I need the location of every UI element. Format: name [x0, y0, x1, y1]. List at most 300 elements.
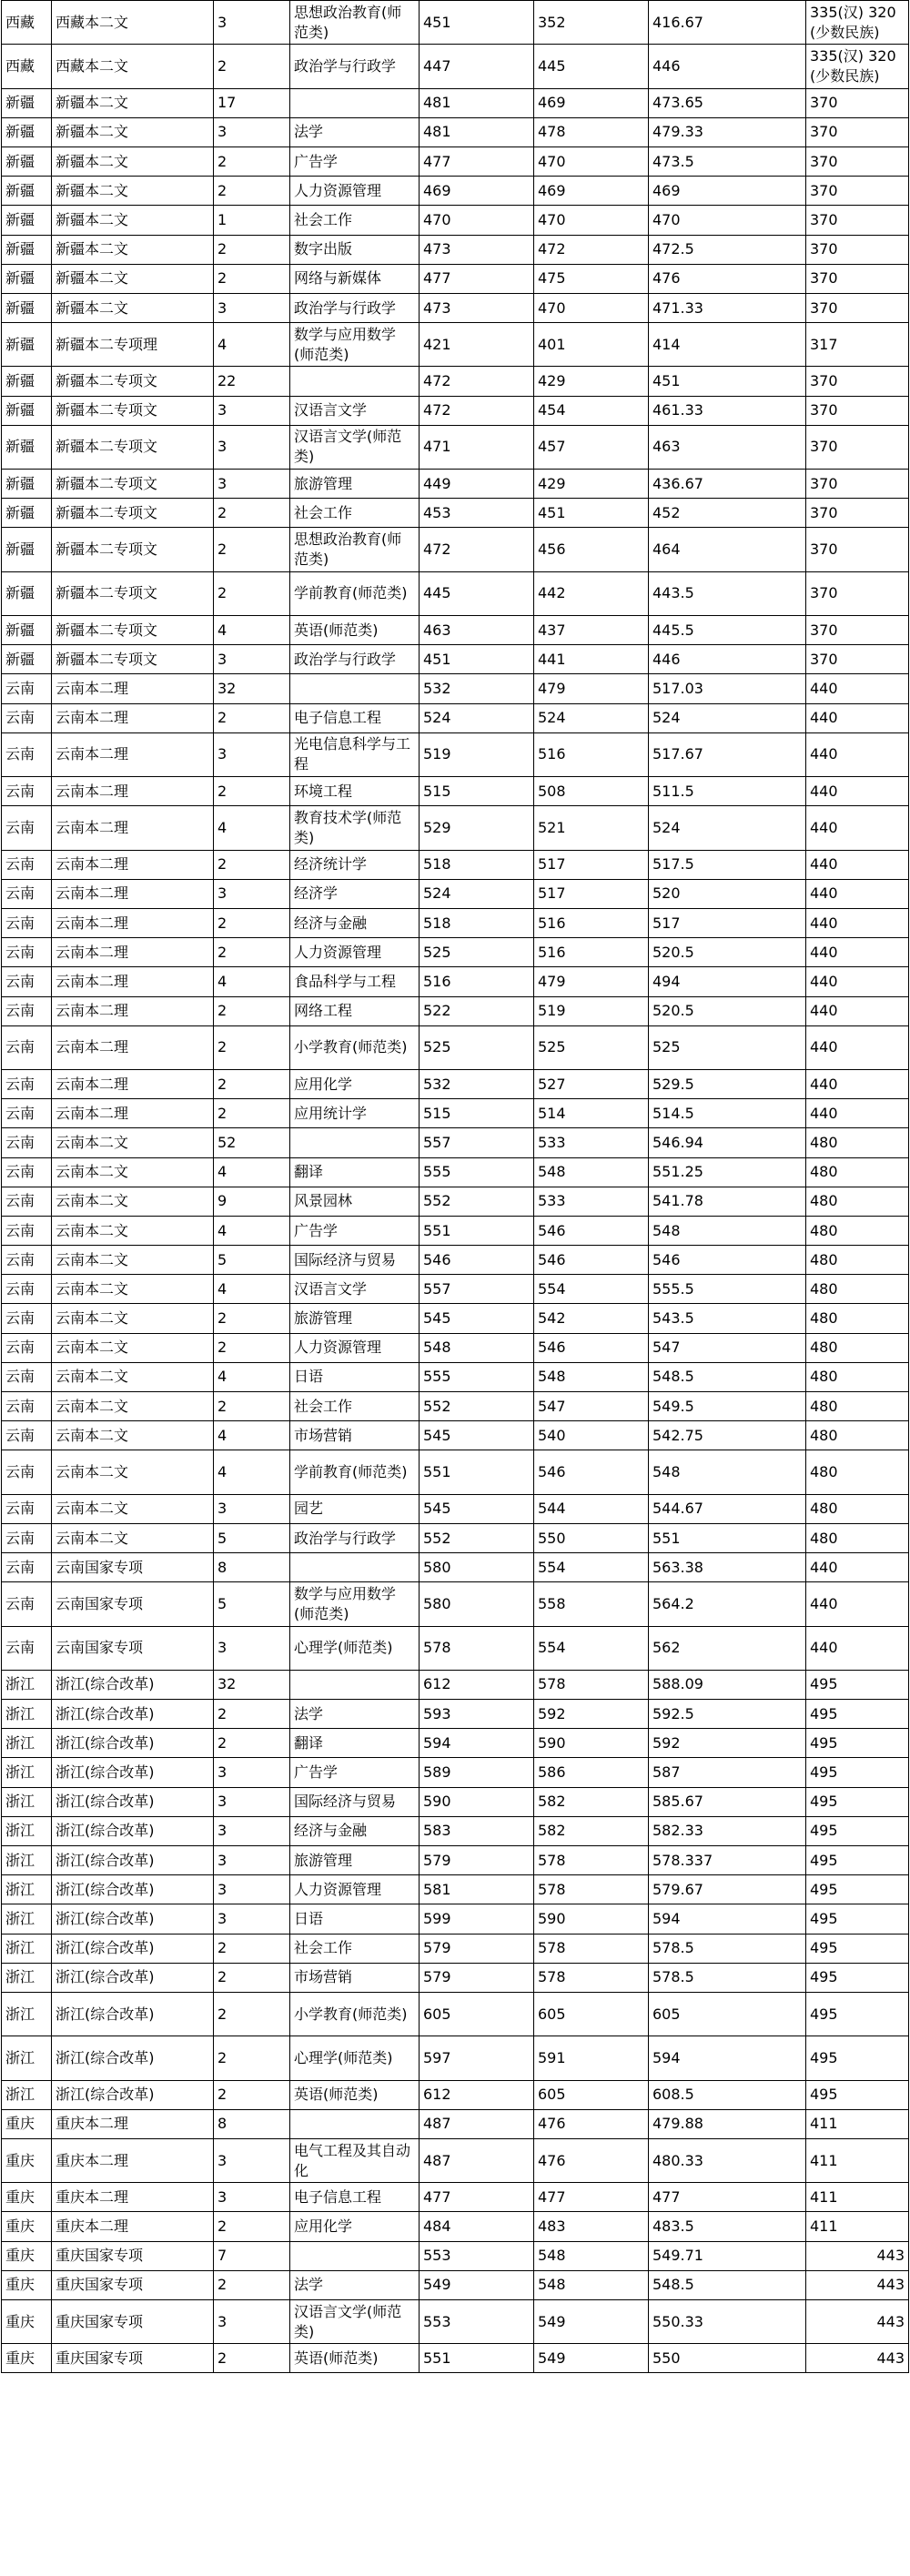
province-cell: 浙江	[2, 1816, 52, 1845]
province-cell: 云南	[2, 938, 52, 967]
min-score-cell: 429	[534, 367, 649, 396]
major-cell: 国际经济与贸易	[290, 1787, 420, 1816]
control-line-cell: 370	[806, 499, 909, 528]
batch-cell: 新疆本二专项文	[52, 528, 214, 571]
major-cell: 英语(师范类)	[290, 2080, 420, 2109]
major-cell: 社会工作	[290, 499, 420, 528]
major-cell: 数字出版	[290, 235, 420, 264]
batch-cell: 云南本二理	[52, 777, 214, 806]
province-cell: 云南	[2, 1025, 52, 1069]
avg-score-cell: 525	[649, 1025, 806, 1069]
major-cell: 光电信息科学与工程	[290, 732, 420, 776]
avg-score-cell: 546	[649, 1246, 806, 1275]
count-cell: 3	[214, 470, 290, 499]
avg-score-cell: 494	[649, 967, 806, 996]
control-line-cell: 443	[806, 2270, 909, 2299]
avg-score-cell: 445.5	[649, 616, 806, 645]
count-cell: 2	[214, 146, 290, 176]
control-line-cell: 440	[806, 806, 909, 850]
control-line-cell: 440	[806, 1069, 909, 1098]
min-score-cell: 457	[534, 425, 649, 469]
major-cell: 园艺	[290, 1494, 420, 1523]
batch-cell: 新疆本二专项文	[52, 645, 214, 674]
major-cell: 社会工作	[290, 206, 420, 235]
min-score-cell: 549	[534, 2344, 649, 2373]
batch-cell: 云南本二文	[52, 1187, 214, 1216]
min-score-cell: 470	[534, 293, 649, 322]
control-line-cell: 495	[806, 1700, 909, 1729]
province-cell: 新疆	[2, 206, 52, 235]
min-score-cell: 542	[534, 1304, 649, 1333]
avg-score-cell: 548	[649, 1450, 806, 1494]
control-line-cell: 495	[806, 1816, 909, 1845]
avg-score-cell: 446	[649, 645, 806, 674]
batch-cell: 云南本二理	[52, 732, 214, 776]
province-cell: 重庆	[2, 2344, 52, 2373]
province-cell: 云南	[2, 806, 52, 850]
max-score-cell: 605	[420, 1992, 534, 2036]
batch-cell: 重庆国家专项	[52, 2299, 214, 2343]
avg-score-cell: 548	[649, 1216, 806, 1245]
major-cell: 电子信息工程	[290, 703, 420, 732]
table-row	[2, 2080, 909, 2109]
count-cell: 4	[214, 1362, 290, 1391]
batch-cell: 重庆国家专项	[52, 2241, 214, 2270]
province-cell: 云南	[2, 1494, 52, 1523]
province-cell: 云南	[2, 1246, 52, 1275]
major-cell: 翻译	[290, 1729, 420, 1758]
table-row	[2, 1816, 909, 1845]
avg-score-cell: 524	[649, 703, 806, 732]
max-score-cell: 471	[420, 425, 534, 469]
min-score-cell: 524	[534, 703, 649, 732]
province-cell: 云南	[2, 1187, 52, 1216]
count-cell: 3	[214, 1787, 290, 1816]
province-cell: 新疆	[2, 396, 52, 425]
avg-score-cell: 592	[649, 1729, 806, 1758]
count-cell: 2	[214, 2212, 290, 2241]
batch-cell: 云南国家专项	[52, 1553, 214, 1582]
avg-score-cell: 479.88	[649, 2109, 806, 2138]
min-score-cell: 554	[534, 1275, 649, 1304]
table-row	[2, 571, 909, 615]
table-row	[2, 1099, 909, 1128]
province-cell: 浙江	[2, 1758, 52, 1787]
max-score-cell: 579	[420, 1934, 534, 1963]
control-line-cell: 495	[806, 1963, 909, 1992]
max-score-cell: 481	[420, 88, 534, 117]
min-score-cell: 401	[534, 323, 649, 367]
batch-cell: 新疆本二文	[52, 177, 214, 206]
control-line-cell: 495	[806, 1787, 909, 1816]
avg-score-cell: 578.337	[649, 1846, 806, 1875]
batch-cell: 新疆本二专项文	[52, 571, 214, 615]
count-cell: 8	[214, 2109, 290, 2138]
control-line-cell: 370	[806, 528, 909, 571]
batch-cell: 云南本二理	[52, 879, 214, 908]
count-cell: 2	[214, 2344, 290, 2373]
table-row	[2, 1421, 909, 1450]
avg-score-cell: 436.67	[649, 470, 806, 499]
batch-cell: 新疆本二文	[52, 293, 214, 322]
min-score-cell: 546	[534, 1246, 649, 1275]
avg-score-cell: 524	[649, 806, 806, 850]
min-score-cell: 527	[534, 1069, 649, 1098]
avg-score-cell: 480.33	[649, 2138, 806, 2182]
control-line-cell: 440	[806, 1025, 909, 1069]
province-cell: 云南	[2, 1421, 52, 1450]
control-line-cell: 370	[806, 293, 909, 322]
control-line-cell: 370	[806, 177, 909, 206]
major-cell: 政治学与行政学	[290, 1523, 420, 1552]
count-cell: 4	[214, 616, 290, 645]
table-row	[2, 1700, 909, 1729]
table-row	[2, 1, 909, 45]
table-row	[2, 879, 909, 908]
table-row	[2, 703, 909, 732]
max-score-cell: 551	[420, 1216, 534, 1245]
table-row	[2, 1787, 909, 1816]
count-cell: 3	[214, 117, 290, 146]
min-score-cell: 479	[534, 967, 649, 996]
batch-cell: 云南本二文	[52, 1157, 214, 1187]
major-cell: 心理学(师范类)	[290, 1626, 420, 1670]
max-score-cell: 548	[420, 1333, 534, 1362]
count-cell: 2	[214, 996, 290, 1025]
avg-score-cell: 542.75	[649, 1421, 806, 1450]
major-cell: 网络工程	[290, 996, 420, 1025]
control-line-cell: 440	[806, 1553, 909, 1582]
count-cell: 2	[214, 1069, 290, 1098]
avg-score-cell: 585.67	[649, 1787, 806, 1816]
avg-score-cell: 549.5	[649, 1392, 806, 1421]
avg-score-cell: 477	[649, 2183, 806, 2212]
count-cell: 3	[214, 1, 290, 45]
max-score-cell: 529	[420, 806, 534, 850]
min-score-cell: 517	[534, 879, 649, 908]
province-cell: 云南	[2, 703, 52, 732]
min-score-cell: 475	[534, 264, 649, 293]
min-score-cell: 533	[534, 1187, 649, 1216]
min-score-cell: 547	[534, 1392, 649, 1421]
max-score-cell: 453	[420, 499, 534, 528]
province-cell: 浙江	[2, 1729, 52, 1758]
control-line-cell: 480	[806, 1187, 909, 1216]
province-cell: 新疆	[2, 146, 52, 176]
count-cell: 4	[214, 967, 290, 996]
control-line-cell: 370	[806, 264, 909, 293]
avg-score-cell: 549.71	[649, 2241, 806, 2270]
max-score-cell: 472	[420, 528, 534, 571]
min-score-cell: 592	[534, 1700, 649, 1729]
avg-score-cell: 470	[649, 206, 806, 235]
batch-cell: 云南国家专项	[52, 1582, 214, 1626]
province-cell: 西藏	[2, 45, 52, 88]
table-row	[2, 645, 909, 674]
major-cell	[290, 2109, 420, 2138]
control-line-cell: 495	[806, 1729, 909, 1758]
min-score-cell: 548	[534, 1362, 649, 1391]
major-cell: 政治学与行政学	[290, 645, 420, 674]
count-cell: 2	[214, 1700, 290, 1729]
avg-score-cell: 476	[649, 264, 806, 293]
control-line-cell: 480	[806, 1494, 909, 1523]
major-cell	[290, 1670, 420, 1699]
control-line-cell: 480	[806, 1362, 909, 1391]
table-row	[2, 1963, 909, 1992]
province-cell: 新疆	[2, 571, 52, 615]
province-cell: 云南	[2, 1626, 52, 1670]
batch-cell: 浙江(综合改革)	[52, 1875, 214, 1904]
table-row	[2, 996, 909, 1025]
major-cell: 思想政治教育(师范类)	[290, 528, 420, 571]
count-cell: 2	[214, 850, 290, 879]
province-cell: 云南	[2, 1450, 52, 1494]
table-row	[2, 45, 909, 88]
count-cell: 32	[214, 674, 290, 703]
max-score-cell: 473	[420, 293, 534, 322]
control-line-cell: 480	[806, 1450, 909, 1494]
max-score-cell: 449	[420, 470, 534, 499]
batch-cell: 浙江(综合改革)	[52, 1670, 214, 1699]
province-cell: 云南	[2, 1216, 52, 1245]
control-line-cell: 370	[806, 645, 909, 674]
province-cell: 重庆	[2, 2109, 52, 2138]
table-row	[2, 2241, 909, 2270]
major-cell: 政治学与行政学	[290, 293, 420, 322]
batch-cell: 新疆本二专项文	[52, 470, 214, 499]
avg-score-cell: 594	[649, 2036, 806, 2080]
avg-score-cell: 451	[649, 367, 806, 396]
major-cell: 市场营销	[290, 1421, 420, 1450]
table-row	[2, 1246, 909, 1275]
max-score-cell: 580	[420, 1553, 534, 1582]
batch-cell: 云南本二文	[52, 1128, 214, 1157]
avg-score-cell: 541.78	[649, 1187, 806, 1216]
count-cell: 17	[214, 88, 290, 117]
batch-cell: 云南本二理	[52, 938, 214, 967]
min-score-cell: 476	[534, 2138, 649, 2182]
batch-cell: 浙江(综合改革)	[52, 1846, 214, 1875]
major-cell: 广告学	[290, 1216, 420, 1245]
avg-score-cell: 479.33	[649, 117, 806, 146]
major-cell: 汉语言文学(师范类)	[290, 425, 420, 469]
major-cell: 广告学	[290, 1758, 420, 1787]
avg-score-cell: 543.5	[649, 1304, 806, 1333]
province-cell: 云南	[2, 1392, 52, 1421]
min-score-cell: 586	[534, 1758, 649, 1787]
min-score-cell: 554	[534, 1626, 649, 1670]
count-cell: 4	[214, 1157, 290, 1187]
table-row	[2, 1758, 909, 1787]
table-row	[2, 1494, 909, 1523]
province-cell: 云南	[2, 850, 52, 879]
batch-cell: 浙江(综合改革)	[52, 1816, 214, 1845]
max-score-cell: 516	[420, 967, 534, 996]
batch-cell: 新疆本二文	[52, 117, 214, 146]
max-score-cell: 578	[420, 1626, 534, 1670]
province-cell: 云南	[2, 1333, 52, 1362]
control-line-cell: 370	[806, 396, 909, 425]
control-line-cell: 495	[806, 1846, 909, 1875]
major-cell: 应用化学	[290, 1069, 420, 1098]
major-cell: 学前教育(师范类)	[290, 571, 420, 615]
min-score-cell: 605	[534, 1992, 649, 2036]
max-score-cell: 477	[420, 2183, 534, 2212]
province-cell: 重庆	[2, 2299, 52, 2343]
max-score-cell: 612	[420, 2080, 534, 2109]
min-score-cell: 519	[534, 996, 649, 1025]
count-cell: 2	[214, 2270, 290, 2299]
province-cell: 浙江	[2, 1846, 52, 1875]
count-cell: 3	[214, 879, 290, 908]
max-score-cell: 472	[420, 396, 534, 425]
province-cell: 云南	[2, 967, 52, 996]
max-score-cell: 515	[420, 777, 534, 806]
major-cell: 翻译	[290, 1157, 420, 1187]
province-cell: 重庆	[2, 2241, 52, 2270]
control-line-cell: 440	[806, 777, 909, 806]
min-score-cell: 517	[534, 850, 649, 879]
min-score-cell: 578	[534, 1934, 649, 1963]
control-line-cell: 411	[806, 2138, 909, 2182]
table-row	[2, 938, 909, 967]
max-score-cell: 518	[420, 908, 534, 937]
batch-cell: 云南本二理	[52, 850, 214, 879]
major-cell: 旅游管理	[290, 1846, 420, 1875]
count-cell: 3	[214, 425, 290, 469]
table-row	[2, 499, 909, 528]
table-row	[2, 2344, 909, 2373]
major-cell: 国际经济与贸易	[290, 1246, 420, 1275]
province-cell: 新疆	[2, 645, 52, 674]
min-score-cell: 516	[534, 732, 649, 776]
table-row	[2, 264, 909, 293]
control-line-cell: 411	[806, 2183, 909, 2212]
control-line-cell: 443	[806, 2241, 909, 2270]
major-cell: 英语(师范类)	[290, 2344, 420, 2373]
province-cell: 云南	[2, 1157, 52, 1187]
max-score-cell: 532	[420, 674, 534, 703]
avg-score-cell: 550.33	[649, 2299, 806, 2343]
batch-cell: 新疆本二专项文	[52, 425, 214, 469]
batch-cell: 云南本二文	[52, 1246, 214, 1275]
batch-cell: 浙江(综合改革)	[52, 1758, 214, 1787]
min-score-cell: 456	[534, 528, 649, 571]
table-row	[2, 732, 909, 776]
count-cell: 3	[214, 645, 290, 674]
avg-score-cell: 529.5	[649, 1069, 806, 1098]
max-score-cell: 519	[420, 732, 534, 776]
control-line-cell: 370	[806, 425, 909, 469]
max-score-cell: 472	[420, 367, 534, 396]
batch-cell: 浙江(综合改革)	[52, 1934, 214, 1963]
province-cell: 云南	[2, 674, 52, 703]
avg-score-cell: 520.5	[649, 938, 806, 967]
major-cell: 食品科学与工程	[290, 967, 420, 996]
control-line-cell: 317	[806, 323, 909, 367]
count-cell: 3	[214, 1494, 290, 1523]
avg-score-cell: 517.5	[649, 850, 806, 879]
control-line-cell: 480	[806, 1523, 909, 1552]
avg-score-cell: 414	[649, 323, 806, 367]
table-row	[2, 2183, 909, 2212]
min-score-cell: 578	[534, 1875, 649, 1904]
major-cell	[290, 1553, 420, 1582]
major-cell: 电气工程及其自动化	[290, 2138, 420, 2182]
control-line-cell: 411	[806, 2109, 909, 2138]
control-line-cell: 440	[806, 996, 909, 1025]
max-score-cell: 487	[420, 2109, 534, 2138]
avg-score-cell: 416.67	[649, 1, 806, 45]
count-cell: 2	[214, 528, 290, 571]
avg-score-cell: 579.67	[649, 1875, 806, 1904]
count-cell: 2	[214, 177, 290, 206]
avg-score-cell: 517.67	[649, 732, 806, 776]
max-score-cell: 557	[420, 1275, 534, 1304]
count-cell: 4	[214, 1275, 290, 1304]
max-score-cell: 518	[420, 850, 534, 879]
count-cell: 2	[214, 2080, 290, 2109]
avg-score-cell: 608.5	[649, 2080, 806, 2109]
table-row	[2, 206, 909, 235]
province-cell: 云南	[2, 1523, 52, 1552]
table-row	[2, 616, 909, 645]
min-score-cell: 470	[534, 146, 649, 176]
count-cell: 3	[214, 1904, 290, 1934]
table-row	[2, 146, 909, 176]
major-cell	[290, 1128, 420, 1157]
control-line-cell: 480	[806, 1157, 909, 1187]
batch-cell: 新疆本二专项理	[52, 323, 214, 367]
batch-cell: 重庆本二理	[52, 2183, 214, 2212]
avg-score-cell: 592.5	[649, 1700, 806, 1729]
table-row	[2, 2138, 909, 2182]
count-cell: 4	[214, 1421, 290, 1450]
province-cell: 浙江	[2, 1992, 52, 2036]
min-score-cell: 429	[534, 470, 649, 499]
batch-cell: 云南本二文	[52, 1421, 214, 1450]
avg-score-cell: 546.94	[649, 1128, 806, 1157]
province-cell: 新疆	[2, 235, 52, 264]
table-row	[2, 367, 909, 396]
major-cell: 汉语言文学	[290, 1275, 420, 1304]
max-score-cell: 555	[420, 1362, 534, 1391]
avg-score-cell: 520.5	[649, 996, 806, 1025]
major-cell: 经济学	[290, 879, 420, 908]
major-cell: 社会工作	[290, 1934, 420, 1963]
min-score-cell: 516	[534, 938, 649, 967]
province-cell: 浙江	[2, 2036, 52, 2080]
control-line-cell: 440	[806, 850, 909, 879]
province-cell: 新疆	[2, 425, 52, 469]
max-score-cell: 583	[420, 1816, 534, 1845]
count-cell: 3	[214, 1846, 290, 1875]
table-row	[2, 235, 909, 264]
avg-score-cell: 464	[649, 528, 806, 571]
count-cell: 2	[214, 1963, 290, 1992]
control-line-cell: 440	[806, 732, 909, 776]
control-line-cell: 411	[806, 2212, 909, 2241]
control-line-cell: 370	[806, 616, 909, 645]
avg-score-cell: 469	[649, 177, 806, 206]
avg-score-cell: 562	[649, 1626, 806, 1670]
avg-score-cell: 605	[649, 1992, 806, 2036]
count-cell: 3	[214, 1816, 290, 1845]
province-cell: 云南	[2, 732, 52, 776]
major-cell	[290, 2241, 420, 2270]
province-cell: 云南	[2, 1553, 52, 1582]
